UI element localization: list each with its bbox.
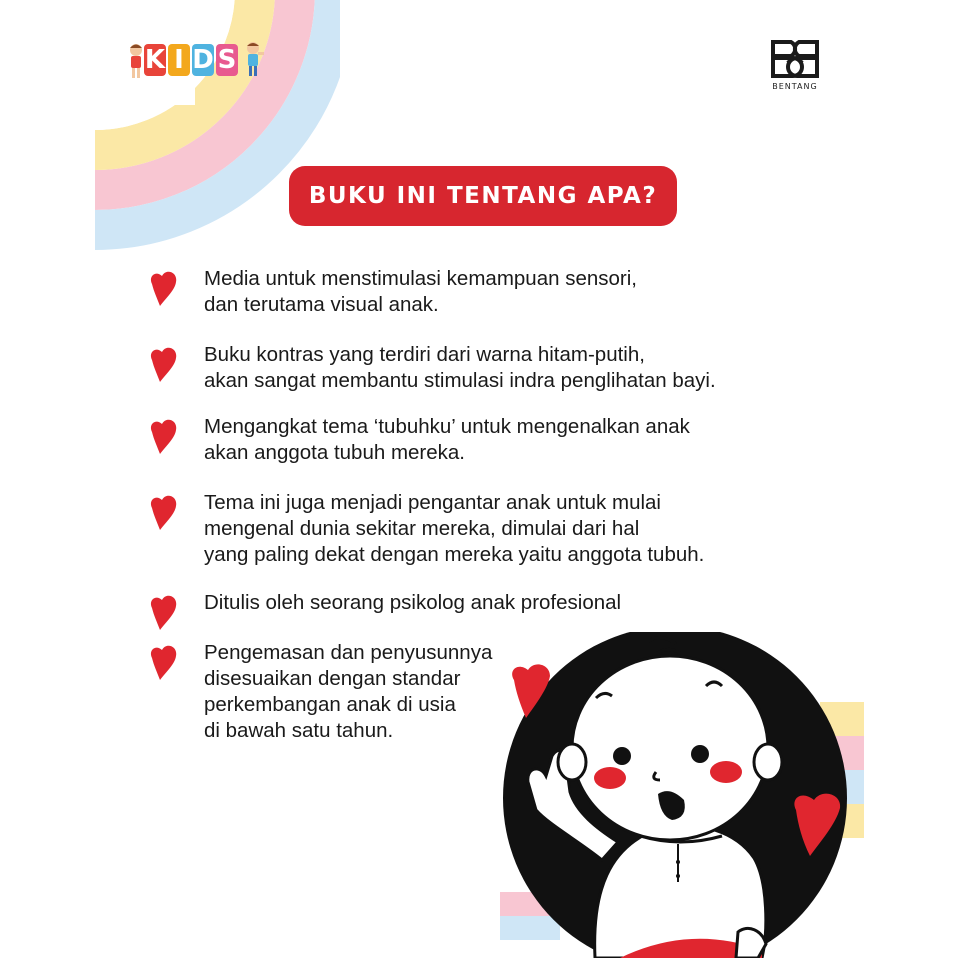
list-item-text: Mengangkat tema ‘tubuhku’ untuk mengenalkan anak akan anggota tubuh mereka. — [204, 415, 690, 464]
heart-icon — [148, 594, 182, 632]
kids-wordmark — [144, 44, 238, 76]
kids-letter-k: K — [144, 45, 166, 75]
kids-letter-s: S — [217, 45, 237, 75]
publisher-name: BENTANG — [772, 82, 818, 91]
rainbow-decoration — [0, 0, 340, 260]
list-item-text: Media untuk menstimulasi kemampuan sensori, dan terutama visual anak. — [204, 267, 637, 316]
boy-figure-icon — [240, 40, 266, 80]
heart-icon — [148, 270, 182, 308]
heart-icon — [148, 346, 182, 384]
heart-icon — [148, 494, 182, 532]
list-item-text: Pengemasan dan penyusunnya disesuaikan dengan standar perkembangan anak di usia di bawah satu tahun. — [204, 641, 493, 742]
heart-icon — [148, 418, 182, 456]
bentang-emblem-icon — [767, 36, 823, 80]
bentang-logo — [765, 36, 825, 94]
page-title: BUKU INI TENTANG APA? — [308, 183, 658, 209]
list-item-text: Tema ini juga menjadi pengantar anak untuk mulai mengenal dunia sekitar mereka, dimulai dari hal yang paling dekat dengan mereka yaitu anggota tubuh. — [204, 491, 705, 566]
waving-baby-illustration — [500, 632, 958, 958]
title-banner — [289, 166, 677, 226]
heart-icon — [148, 644, 182, 682]
list-item-text: Ditulis oleh seorang psikolog anak profesional — [204, 591, 622, 614]
kids-letter-d: D — [192, 45, 214, 75]
girl-figure-icon — [128, 42, 144, 80]
kids-logo — [128, 40, 278, 84]
kids-letter-i: I — [168, 44, 190, 76]
list-item-text: Buku kontras yang terdiri dari warna hitam-putih, akan sangat membantu stimulasi indra penglihatan bayi. — [204, 343, 716, 392]
